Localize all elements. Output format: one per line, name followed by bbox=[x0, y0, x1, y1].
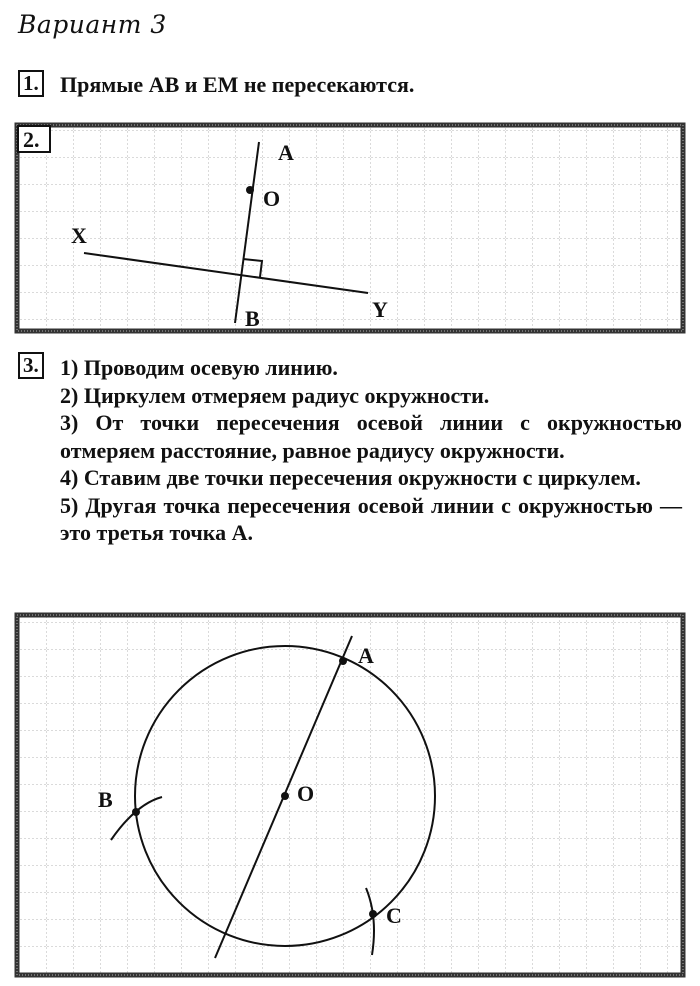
label-a: A bbox=[358, 643, 374, 668]
label-o: O bbox=[297, 781, 315, 806]
step-3: 3) От точки пересечения осевой линии с окружностью отмеряем расстояние, равное радиусу окружности. bbox=[60, 410, 682, 463]
task-1-number: 1. bbox=[18, 70, 44, 97]
label-b: B bbox=[245, 306, 260, 331]
label-x: X bbox=[71, 223, 87, 248]
step-2: 2) Циркулем отмеряем радиус окружности. bbox=[60, 382, 490, 408]
task-2-number: 2. bbox=[23, 127, 40, 152]
label-b: B bbox=[98, 787, 113, 812]
point-c bbox=[369, 910, 377, 918]
variant-title: Вариант 3 bbox=[18, 10, 167, 39]
label-a: A bbox=[278, 140, 294, 165]
label-c: C bbox=[386, 903, 402, 928]
step-1: 1) Проводим осевую линию. bbox=[60, 355, 338, 380]
task-3-steps bbox=[60, 354, 682, 547]
step-5: 5) Другая точка пересечения осевой линии с окружностью — это третья точка А. bbox=[60, 492, 682, 545]
point-o bbox=[281, 792, 289, 800]
step-4: 4) Ставим две точки пересечения окружности с циркулем. bbox=[60, 465, 641, 490]
point-b bbox=[132, 808, 140, 816]
task-2-drawing bbox=[14, 122, 686, 334]
label-o: O bbox=[263, 186, 281, 211]
task-1-text: Прямые АВ и ЕМ не пересекаются. bbox=[60, 72, 415, 97]
label-y: Y bbox=[372, 297, 388, 322]
grid-background bbox=[17, 615, 683, 975]
point-a bbox=[339, 657, 347, 665]
task-3-number: 3. bbox=[18, 352, 44, 379]
task-3-drawing bbox=[14, 612, 686, 978]
point-o bbox=[246, 186, 254, 194]
grid-background bbox=[17, 125, 683, 331]
